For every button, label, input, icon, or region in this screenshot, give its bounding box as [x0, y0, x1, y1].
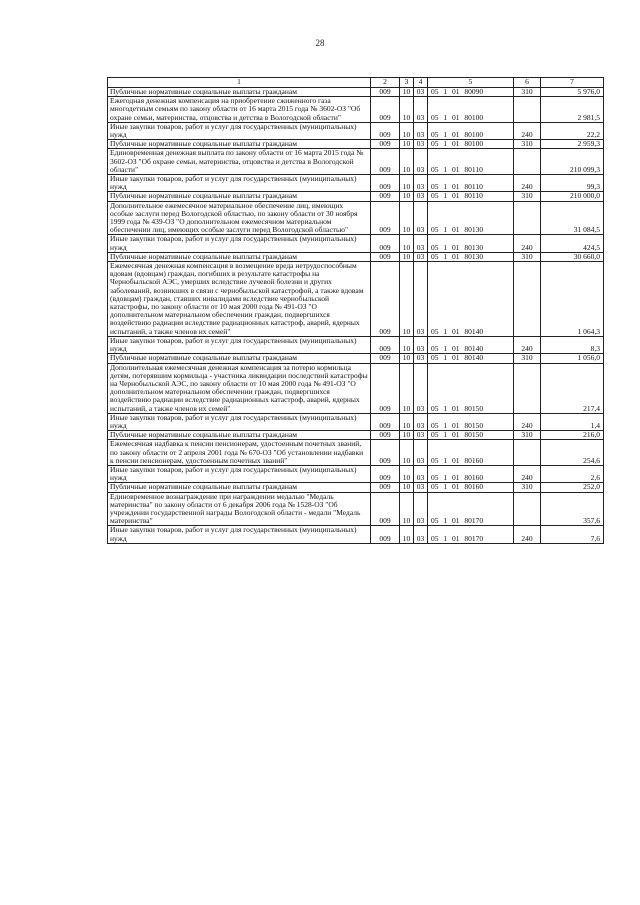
row-rz-cell: 10	[400, 413, 414, 430]
row-name-cell: Единовременное вознаграждение при награждении медалью "Медаль материнства" по закону области от 6 декабря 2006 года № 1528-ОЗ "Об учреждении государственной награды Вологодской области - медали "Медаль материнства"	[108, 492, 371, 526]
row-rz-cell: 10	[400, 483, 414, 492]
row-name-cell: Иные закупки товаров, работ и услуг для государственных (муниципальных) нужд	[108, 122, 371, 139]
row-pr-cell: 03	[414, 149, 428, 175]
row-vr-cell: 310	[514, 431, 541, 440]
row-name-cell: Иные закупки товаров, работ и услуг для государственных (муниципальных) нужд	[108, 235, 371, 252]
row-sum-cell: 31 084,5	[541, 201, 604, 235]
row-ved-cell: 009	[371, 201, 400, 235]
table-row	[108, 465, 604, 482]
row-csr-cell: 05 1 01 80110	[428, 175, 514, 192]
row-sum-cell: 8,3	[541, 336, 604, 353]
row-pr-cell: 03	[414, 122, 428, 139]
row-pr-cell: 03	[414, 526, 428, 543]
row-pr-cell: 03	[414, 252, 428, 261]
row-name-cell: Иные закупки товаров, работ и услуг для государственных (муниципальных) нужд	[108, 413, 371, 430]
row-csr-cell: 05 1 01 80130	[428, 252, 514, 261]
row-ved-cell: 009	[371, 431, 400, 440]
table-row	[108, 201, 604, 235]
row-pr-cell: 03	[414, 465, 428, 482]
row-rz-cell: 10	[400, 440, 414, 466]
row-csr-cell: 05 1 01 80140	[428, 354, 514, 363]
header-col-5: 5	[428, 78, 514, 88]
row-sum-cell: 1,4	[541, 413, 604, 430]
row-ved-cell: 009	[371, 192, 400, 201]
row-vr-cell: 310	[514, 483, 541, 492]
row-rz-cell: 10	[400, 526, 414, 543]
row-rz-cell: 10	[400, 492, 414, 526]
row-name-cell: Публичные нормативные социальные выплаты гражданам	[108, 431, 371, 440]
row-name-cell: Иные закупки товаров, работ и услуг для государственных (муниципальных) нужд	[108, 175, 371, 192]
row-name-cell: Иные закупки товаров, работ и услуг для государственных (муниципальных) нужд	[108, 465, 371, 482]
row-ved-cell: 009	[371, 122, 400, 139]
row-pr-cell: 03	[414, 262, 428, 337]
row-sum-cell: 7,6	[541, 526, 604, 543]
row-pr-cell: 03	[414, 88, 428, 97]
row-sum-cell: 2 959,3	[541, 140, 604, 149]
row-pr-cell: 03	[414, 175, 428, 192]
row-vr-cell	[514, 262, 541, 337]
row-csr-cell: 05 1 01 80170	[428, 492, 514, 526]
table-body	[108, 88, 604, 544]
row-rz-cell: 10	[400, 262, 414, 337]
row-vr-cell	[514, 363, 541, 413]
row-csr-cell: 05 1 01 80130	[428, 235, 514, 252]
table-row	[108, 431, 604, 440]
row-pr-cell: 03	[414, 201, 428, 235]
row-csr-cell: 05 1 01 80160	[428, 440, 514, 466]
row-csr-cell: 05 1 01 80160	[428, 465, 514, 482]
table-row	[108, 483, 604, 492]
header-col-6: 6	[514, 78, 541, 88]
row-sum-cell: 2 981,5	[541, 97, 604, 123]
table-row	[108, 413, 604, 430]
row-sum-cell: 22,2	[541, 122, 604, 139]
table-row	[108, 262, 604, 337]
row-sum-cell: 252,0	[541, 483, 604, 492]
row-sum-cell: 1 056,0	[541, 354, 604, 363]
row-rz-cell: 10	[400, 175, 414, 192]
table-row	[108, 192, 604, 201]
row-ved-cell: 009	[371, 336, 400, 353]
row-ved-cell: 009	[371, 492, 400, 526]
row-vr-cell: 310	[514, 252, 541, 261]
header-col-1: 1	[108, 78, 371, 88]
row-rz-cell: 10	[400, 431, 414, 440]
row-vr-cell: 310	[514, 192, 541, 201]
row-csr-cell: 05 1 01 80160	[428, 483, 514, 492]
row-vr-cell: 240	[514, 526, 541, 543]
header-col-7: 7	[541, 78, 604, 88]
row-sum-cell: 2,6	[541, 465, 604, 482]
row-csr-cell: 05 1 01 80140	[428, 336, 514, 353]
row-pr-cell: 03	[414, 97, 428, 123]
row-csr-cell: 05 1 01 80130	[428, 201, 514, 235]
row-vr-cell: 240	[514, 465, 541, 482]
row-sum-cell: 30 660,0	[541, 252, 604, 261]
row-ved-cell: 009	[371, 235, 400, 252]
row-name-cell: Публичные нормативные социальные выплаты гражданам	[108, 140, 371, 149]
row-rz-cell: 10	[400, 252, 414, 261]
table-row	[108, 149, 604, 175]
row-vr-cell	[514, 201, 541, 235]
header-col-4: 4	[414, 78, 428, 88]
row-name-cell: Ежемесячная денежная компенсация в возмещение вреда нетрудоспособным вдовам (вдовцам) граждан, погибших в результате катастрофы на Чернобыльской АЭС, умерших вследствие лучевой болезни и других заболеваний, возникших в связи с чернобыльской катастрофой, а также вдовам (вдовцам) граждан, ставших инвалидами вследствие чернобыльской катастрофы, по закону области от 10 мая 2000 года № 491-ОЗ "О дополнительном материальном обеспечении граждан, подвергшихся воздействию радиации вследствие радиационных катастроф, аварий, ядерных испытаний, а также членов их семей"	[108, 262, 371, 337]
row-pr-cell: 03	[414, 492, 428, 526]
row-ved-cell: 009	[371, 88, 400, 97]
row-ved-cell: 009	[371, 140, 400, 149]
row-sum-cell: 210 099,3	[541, 149, 604, 175]
row-vr-cell	[514, 149, 541, 175]
table-row	[108, 492, 604, 526]
row-name-cell: Дополнительная ежемесячная денежная компенсация за потерю кормильца детям, потерявшим кормильца - участника ликвидации последствий катастрофы на Чернобыльской АЭС, по закону области от 10 мая 2000 года № 491-ОЗ "О дополнительном материальном обеспечении граждан, подвергшихся воздействию радиации вследствие радиационных катастроф, аварий, ядерных испытаний, а также членов их семей"	[108, 363, 371, 413]
row-ved-cell: 009	[371, 413, 400, 430]
row-ved-cell: 009	[371, 363, 400, 413]
table-row	[108, 235, 604, 252]
row-vr-cell	[514, 97, 541, 123]
header-col-2: 2	[371, 78, 400, 88]
row-pr-cell: 03	[414, 363, 428, 413]
table-row	[108, 363, 604, 413]
row-name-cell: Публичные нормативные социальные выплаты гражданам	[108, 88, 371, 97]
row-sum-cell: 1 064,3	[541, 262, 604, 337]
row-pr-cell: 03	[414, 354, 428, 363]
row-vr-cell: 240	[514, 122, 541, 139]
table-row	[108, 440, 604, 466]
row-pr-cell: 03	[414, 192, 428, 201]
row-sum-cell: 5 976,0	[541, 88, 604, 97]
row-ved-cell: 009	[371, 526, 400, 543]
row-pr-cell: 03	[414, 235, 428, 252]
row-csr-cell: 05 1 01 80150	[428, 413, 514, 430]
row-csr-cell: 05 1 01 80100	[428, 140, 514, 149]
row-csr-cell: 05 1 01 80150	[428, 363, 514, 413]
row-csr-cell: 05 1 01 80150	[428, 431, 514, 440]
row-sum-cell: 424,5	[541, 235, 604, 252]
row-vr-cell: 310	[514, 88, 541, 97]
table-row	[108, 140, 604, 149]
row-vr-cell: 310	[514, 354, 541, 363]
row-sum-cell: 217,4	[541, 363, 604, 413]
row-pr-cell: 03	[414, 413, 428, 430]
row-name-cell: Единовременная денежная выплата по закону области от 16 марта 2015 года № 3602-ОЗ "Об охране семьи, материнства, отцовства и детства в Вологодской области"	[108, 149, 371, 175]
row-vr-cell: 240	[514, 175, 541, 192]
row-ved-cell: 009	[371, 97, 400, 123]
table-row	[108, 526, 604, 543]
row-rz-cell: 10	[400, 88, 414, 97]
row-rz-cell: 10	[400, 465, 414, 482]
row-vr-cell: 240	[514, 235, 541, 252]
table-row	[108, 88, 604, 97]
row-csr-cell: 05 1 01 80110	[428, 149, 514, 175]
row-pr-cell: 03	[414, 440, 428, 466]
row-vr-cell	[514, 492, 541, 526]
row-rz-cell: 10	[400, 140, 414, 149]
row-pr-cell: 03	[414, 140, 428, 149]
row-rz-cell: 10	[400, 354, 414, 363]
table-row	[108, 175, 604, 192]
row-rz-cell: 10	[400, 149, 414, 175]
row-vr-cell: 240	[514, 413, 541, 430]
row-csr-cell: 05 1 01 80140	[428, 262, 514, 337]
table-row	[108, 122, 604, 139]
row-name-cell: Публичные нормативные социальные выплаты гражданам	[108, 192, 371, 201]
row-csr-cell: 05 1 01 80110	[428, 192, 514, 201]
row-ved-cell: 009	[371, 465, 400, 482]
header-col-3: 3	[400, 78, 414, 88]
table-row	[108, 97, 604, 123]
row-sum-cell: 216,0	[541, 431, 604, 440]
row-csr-cell: 05 1 01 80170	[428, 526, 514, 543]
table-row	[108, 354, 604, 363]
row-csr-cell: 05 1 01 80100	[428, 122, 514, 139]
row-name-cell: Публичные нормативные социальные выплаты гражданам	[108, 483, 371, 492]
row-csr-cell: 05 1 01 80090	[428, 88, 514, 97]
row-name-cell: Иные закупки товаров, работ и услуг для государственных (муниципальных) нужд	[108, 526, 371, 543]
table-row	[108, 252, 604, 261]
row-vr-cell	[514, 440, 541, 466]
row-ved-cell: 009	[371, 440, 400, 466]
row-name-cell: Публичные нормативные социальные выплаты гражданам	[108, 354, 371, 363]
page-number: 28	[315, 38, 325, 48]
row-rz-cell: 10	[400, 235, 414, 252]
row-pr-cell: 03	[414, 483, 428, 492]
row-pr-cell: 03	[414, 336, 428, 353]
row-sum-cell: 210 000,0	[541, 192, 604, 201]
row-ved-cell: 009	[371, 252, 400, 261]
row-pr-cell: 03	[414, 431, 428, 440]
row-ved-cell: 009	[371, 354, 400, 363]
row-sum-cell: 254,6	[541, 440, 604, 466]
row-ved-cell: 009	[371, 149, 400, 175]
row-name-cell: Ежемесячная надбавка к пенсии пенсионерам, удостоенным почетных званий, по закону области от 2 апреля 2001 года № 670-ОЗ "Об установлении надбавки к пенсии пенсионерам, удостоенным почетных званий"	[108, 440, 371, 466]
row-sum-cell: 357,6	[541, 492, 604, 526]
row-rz-cell: 10	[400, 363, 414, 413]
row-name-cell: Иные закупки товаров, работ и услуг для государственных (муниципальных) нужд	[108, 336, 371, 353]
row-name-cell: Публичные нормативные социальные выплаты гражданам	[108, 252, 371, 261]
row-vr-cell: 310	[514, 140, 541, 149]
row-rz-cell: 10	[400, 97, 414, 123]
row-name-cell: Дополнительное ежемесячное материальное обеспечение лиц, имеющих особые заслуги перед Вологодской областью, по закону области от 30 ноября 1999 года № 439-ОЗ "О дополнительном ежемесячном материальном обеспечении лиц, имеющих особые заслуги перед Вологодской областью"	[108, 201, 371, 235]
table-header-row	[108, 78, 604, 88]
row-rz-cell: 10	[400, 201, 414, 235]
table-row	[108, 336, 604, 353]
row-rz-cell: 10	[400, 192, 414, 201]
row-rz-cell: 10	[400, 336, 414, 353]
row-name-cell: Ежегодная денежная компенсация на приобретение сжиженного газа многодетным семьям по закону области от 16 марта 2015 года № 3602-ОЗ "Об охране семьи, материнства, отцовства и детства в Вологодской области"	[108, 97, 371, 123]
row-sum-cell: 99,3	[541, 175, 604, 192]
row-rz-cell: 10	[400, 122, 414, 139]
budget-table	[107, 77, 604, 544]
row-csr-cell: 05 1 01 80100	[428, 97, 514, 123]
row-vr-cell: 240	[514, 336, 541, 353]
row-ved-cell: 009	[371, 483, 400, 492]
row-ved-cell: 009	[371, 175, 400, 192]
row-ved-cell: 009	[371, 262, 400, 337]
